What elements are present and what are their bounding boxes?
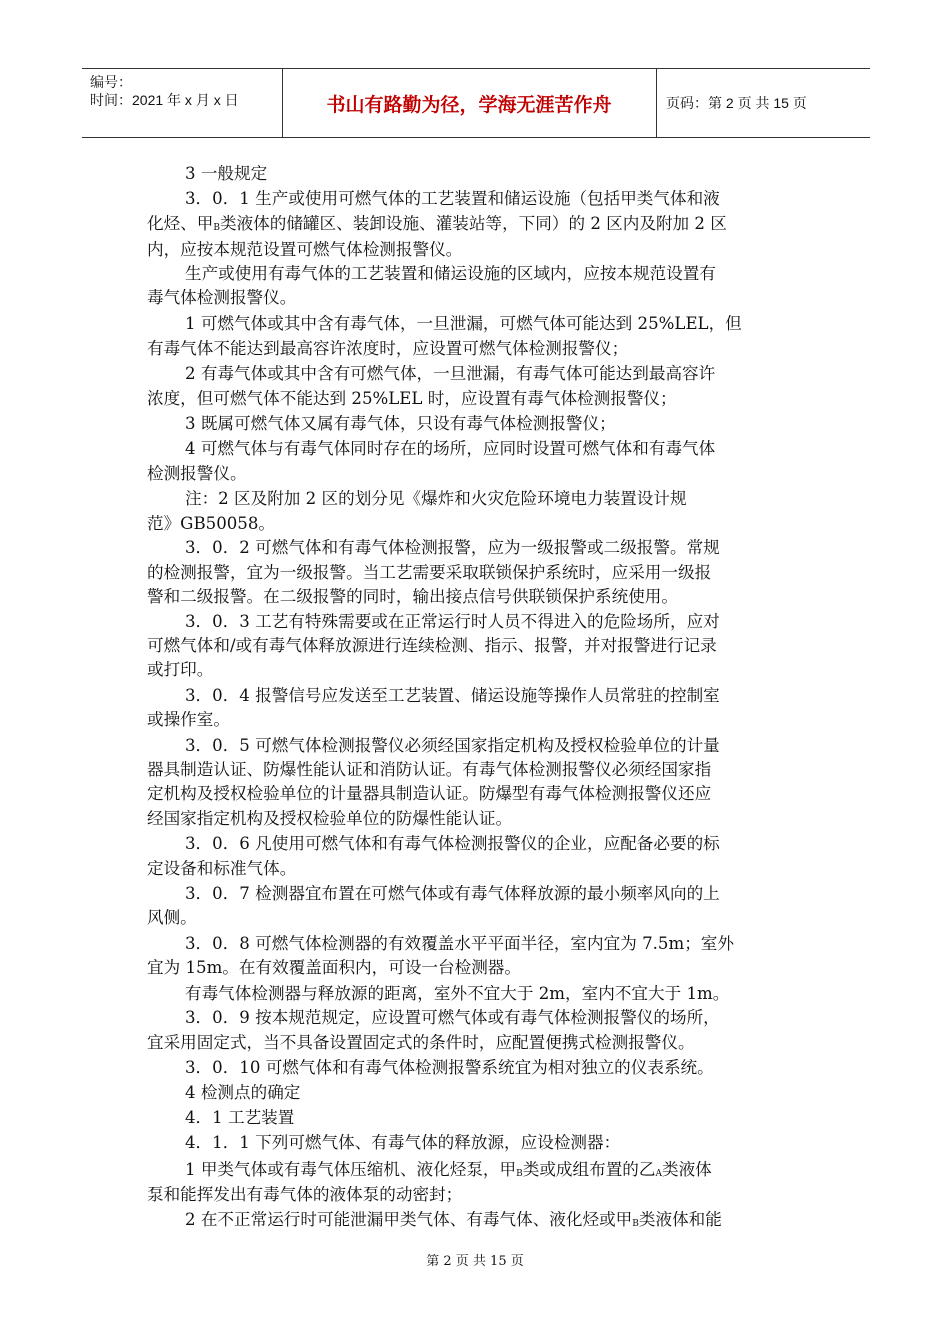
- body-line: 化烃、甲$_B$类液体的储罐区、装卸设施、灌装站等，下同）的 2 区内及附加 2 区: [147, 214, 727, 233]
- header-divider: [656, 69, 657, 137]
- header-meta: [90, 73, 239, 109]
- body-line: 3 既属可燃气体又属有毒气体，只设有毒气体检测报警仪；: [185, 414, 616, 433]
- body-line: 内，应按本规范设置可燃气体检测报警仪。: [147, 240, 463, 259]
- doc-code-label: 编号：: [90, 74, 132, 90]
- body-line: 的检测报警，宜为一级报警。当工艺需要采取联锁保护系统时，应采用一级报: [147, 563, 712, 582]
- body-line: 3．0．2 可燃气体和有毒气体检测报警，应为一级报警或二级报警。常规: [185, 538, 720, 557]
- body-line: 定设备和标准气体。: [147, 859, 297, 878]
- body-line: 注：2 区及附加 2 区的划分见《爆炸和火灾危险环境电力装置设计规: [185, 489, 687, 508]
- body-line: 3．0．6 凡使用可燃气体和有毒气体检测报警仪的企业，应配备必要的标: [185, 834, 720, 853]
- body-line: 3．0．7 检测器宜布置在可燃气体或有毒气体释放源的最小频率风向的上: [185, 884, 720, 903]
- header-motto: 书山有路勤为径，学海无涯苦作舟: [326, 93, 612, 116]
- body-line: 范》GB50058。: [147, 514, 276, 533]
- body-line: 4．1 工艺装置: [185, 1108, 295, 1127]
- page-header: [82, 68, 870, 138]
- body-line: 3 一般规定: [185, 164, 268, 183]
- header-page-info: 页码：第 2 页 共 15 页: [666, 95, 807, 111]
- body-line: 2 在不正常运行时可能泄漏甲类气体、有毒气体、液化烃或甲$_B$类液体和能: [185, 1210, 722, 1229]
- body-line: 经国家指定机构及授权检验单位的防爆性能认证。: [147, 809, 513, 828]
- body-line: 4 检测点的确定: [185, 1083, 301, 1102]
- body-line: 可燃气体和/或有毒气体释放源进行连续检测、指示、报警，并对报警进行记录: [147, 636, 717, 655]
- body-line: 或操作室。: [147, 710, 230, 729]
- body-line: 有毒气体不能达到最高容许浓度时，应设置可燃气体检测报警仪；: [147, 339, 629, 358]
- body-line: 1 可燃气体或其中含有毒气体，一旦泄漏，可燃气体可能达到 25%LEL，但: [185, 314, 742, 333]
- body-line: 3．0．8 可燃气体检测器的有效覆盖水平平面半径，室内宜为 7.5m；室外: [185, 934, 734, 953]
- body-line: 浓度，但可燃气体不能达到 25%LEL 时，应设置有毒气体检测报警仪；: [147, 389, 677, 408]
- body-line: 毒气体检测报警仪。: [147, 288, 297, 307]
- body-line: 泵和能挥发出有毒气体的液体泵的动密封；: [147, 1185, 463, 1204]
- body-line: 2 有毒气体或其中含有可燃气体，一旦泄漏，有毒气体可能达到最高容许: [185, 364, 716, 383]
- body-line: 4 可燃气体与有毒气体同时存在的场所，应同时设置可燃气体和有毒气体: [185, 439, 716, 458]
- body-line: 风侧。: [147, 908, 197, 927]
- body-line: 生产或使用有毒气体的工艺装置和储运设施的区域内，应按本规范设置有: [185, 264, 716, 283]
- doc-time-label: 时间：2021 年 x 月 x 日: [90, 92, 239, 108]
- body-line: 或打印。: [147, 660, 214, 679]
- body-line: 3．0．4 报警信号应发送至工艺装置、储运设施等操作人员常驻的控制室: [185, 686, 720, 705]
- body-line: 3．0．10 可燃气体和有毒气体检测报警系统宜为相对独立的仪表系统。: [185, 1058, 714, 1077]
- body-line: 宜为 15m。在有效覆盖面积内，可设一台检测器。: [147, 958, 521, 977]
- body-line: 宜采用固定式，当不具备设置固定式的条件时，应配置便携式检测报警仪。: [147, 1033, 695, 1052]
- body-line: 3．0．1 生产或使用可燃气体的工艺装置和储运设施（包括甲类气体和液: [185, 189, 720, 208]
- body-line: 4．1．1 下列可燃气体、有毒气体的释放源，应设检测器：: [185, 1133, 621, 1152]
- body-line: 1 甲类气体或有毒气体压缩机、液化烃泵，甲$_B$类或成组布置的乙$_A$类液体: [185, 1160, 712, 1179]
- body-line: 警和二级报警。在二级报警的同时，输出接点信号供联锁保护系统使用。: [147, 587, 678, 606]
- body-line: 3．0．3 工艺有特殊需要或在正常运行时人员不得进入的危险场所，应对: [185, 612, 720, 631]
- body-line: 检测报警仪。: [147, 464, 247, 483]
- body-line: 3．0．9 按本规范规定，应设置可燃气体或有毒气体检测报警仪的场所，: [185, 1008, 720, 1027]
- body-line: 3．0．5 可燃气体检测报警仪必须经国家指定机构及授权检验单位的计量: [185, 736, 720, 755]
- page-footer: 第 2 页 共 15 页: [426, 1254, 524, 1269]
- body-line: 有毒气体检测器与释放源的距离，室外不宜大于 2m，室内不宜大于 1m。: [185, 984, 730, 1003]
- body-line: 定机构及授权检验单位的计量器具制造认证。防爆型有毒气体检测报警仪还应: [147, 784, 712, 803]
- body-line: 器具制造认证、防爆性能认证和消防认证。有毒气体检测报警仪必须经国家指: [147, 760, 712, 779]
